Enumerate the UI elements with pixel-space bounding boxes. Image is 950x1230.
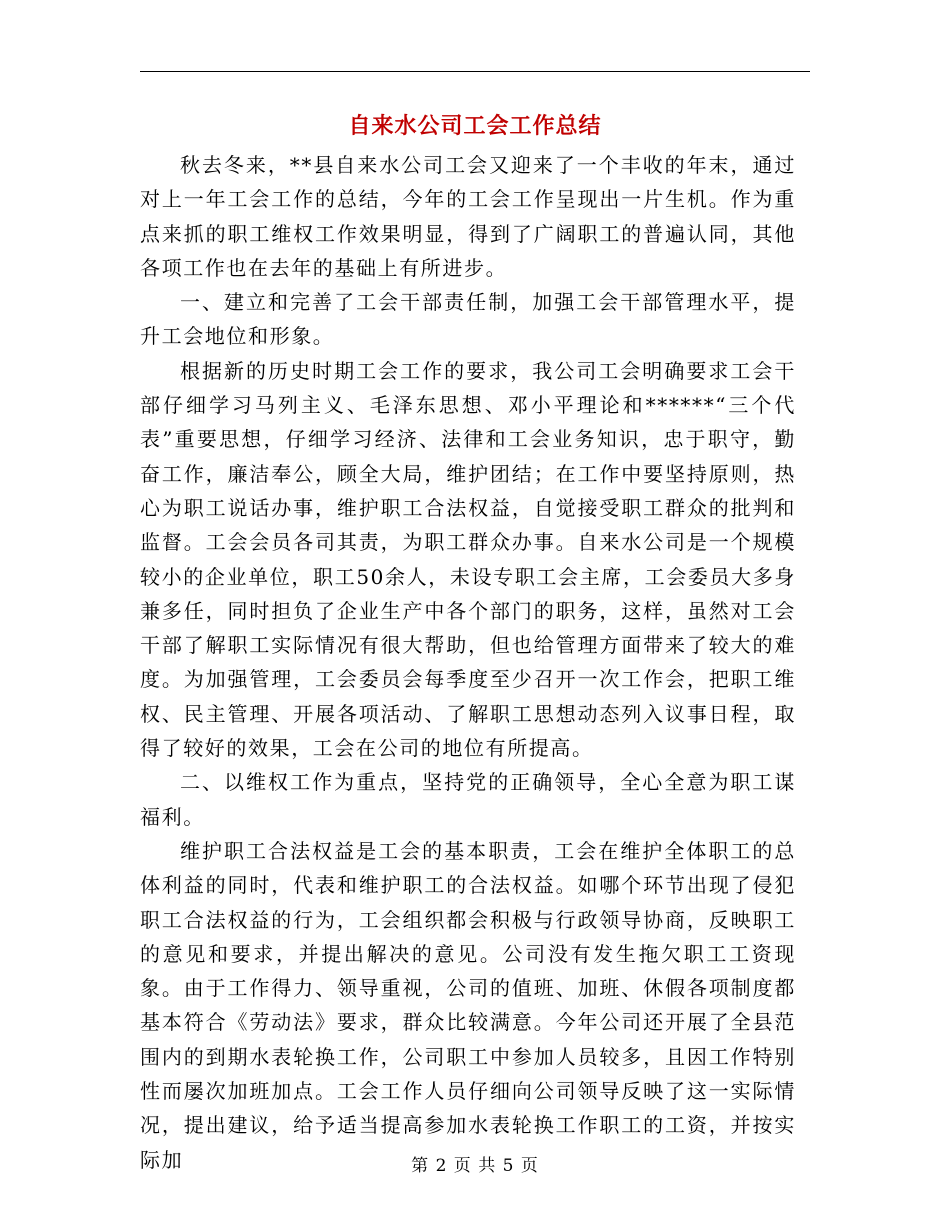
header-rule xyxy=(140,71,810,72)
paragraph-section-2: 维护职工合法权益是工会的基本职责，工会在维护全体职工的总体利益的同时，代表和维护职工的合法权益。如哪个环节出现了侵犯职工合法权益的行为，工会组织都会积极与行政领导协商，反映职工的意见和要求，并提出解决的意见。公司没有发生拖欠职工工资现象。由于工作得力、领导重视，公司的值班、加班、休假各项制度都基本符合《劳动法》要求，群众比较满意。今年公司还开展了全县范围内的到期水表轮换工作，公司职工中参加人员较多，且因工作特别性而屡次加班加点。工会工作人员仔细向公司领导反映了这一实际情况，提出建议，给予适当提高参加水表轮换工作职工的工资，并按实际加 xyxy=(140,838,796,1172)
paragraph-section-1: 根据新的历史时期工会工作的要求，我公司工会明确要求工会干部仔细学习马列主义、毛泽东思想、邓小平理论和******“三个代表”重要思想，仔细学习经济、法律和工会业务知识，忠于职守，勤奋工作，廉洁奉公，顾全大局，维护团结；在工作中要坚持原则，热心为职工说话办事，维护职工合法权益，自觉接受职工群众的批判和监督。工会会员各司其责，为职工群众办事。自来水公司是一个规模较小的企业单位，职工50余人，未设专职工会主席，工会委员大多身兼多任，同时担负了企业生产中各个部门的职务，这样，虽然对工会干部了解职工实际情况有很大帮助，但也给管理方面带来了较大的难度。为加强管理，工会委员会每季度至少召开一次工作会，把职工维权、民主管理、开展各项活动、了解职工思想动态列入议事日程，取得了较好的效果，工会在公司的地位有所提高。 xyxy=(140,358,796,761)
section-heading-2: 二、以维权工作为重点，坚持党的正确领导，全心全意为职工谋福利。 xyxy=(140,770,796,829)
document-body xyxy=(140,148,796,1177)
section-heading-1: 一、建立和完善了工会干部责任制，加强工会干部管理水平，提升工会地位和形象。 xyxy=(140,290,796,349)
document-title: 自来水公司工会工作总结 xyxy=(348,113,602,139)
paragraph-intro: 秋去冬来，**县自来水公司工会又迎来了一个丰收的年末，通过对上一年工会工作的总结，今年的工会工作呈现出一片生机。作为重点来抓的职工维权工作效果明显，得到了广阔职工的普遍认同，其他各项工作也在去年的基础上有所进步。 xyxy=(140,153,796,280)
page-number: 第 2 页 共 5 页 xyxy=(411,1156,539,1176)
